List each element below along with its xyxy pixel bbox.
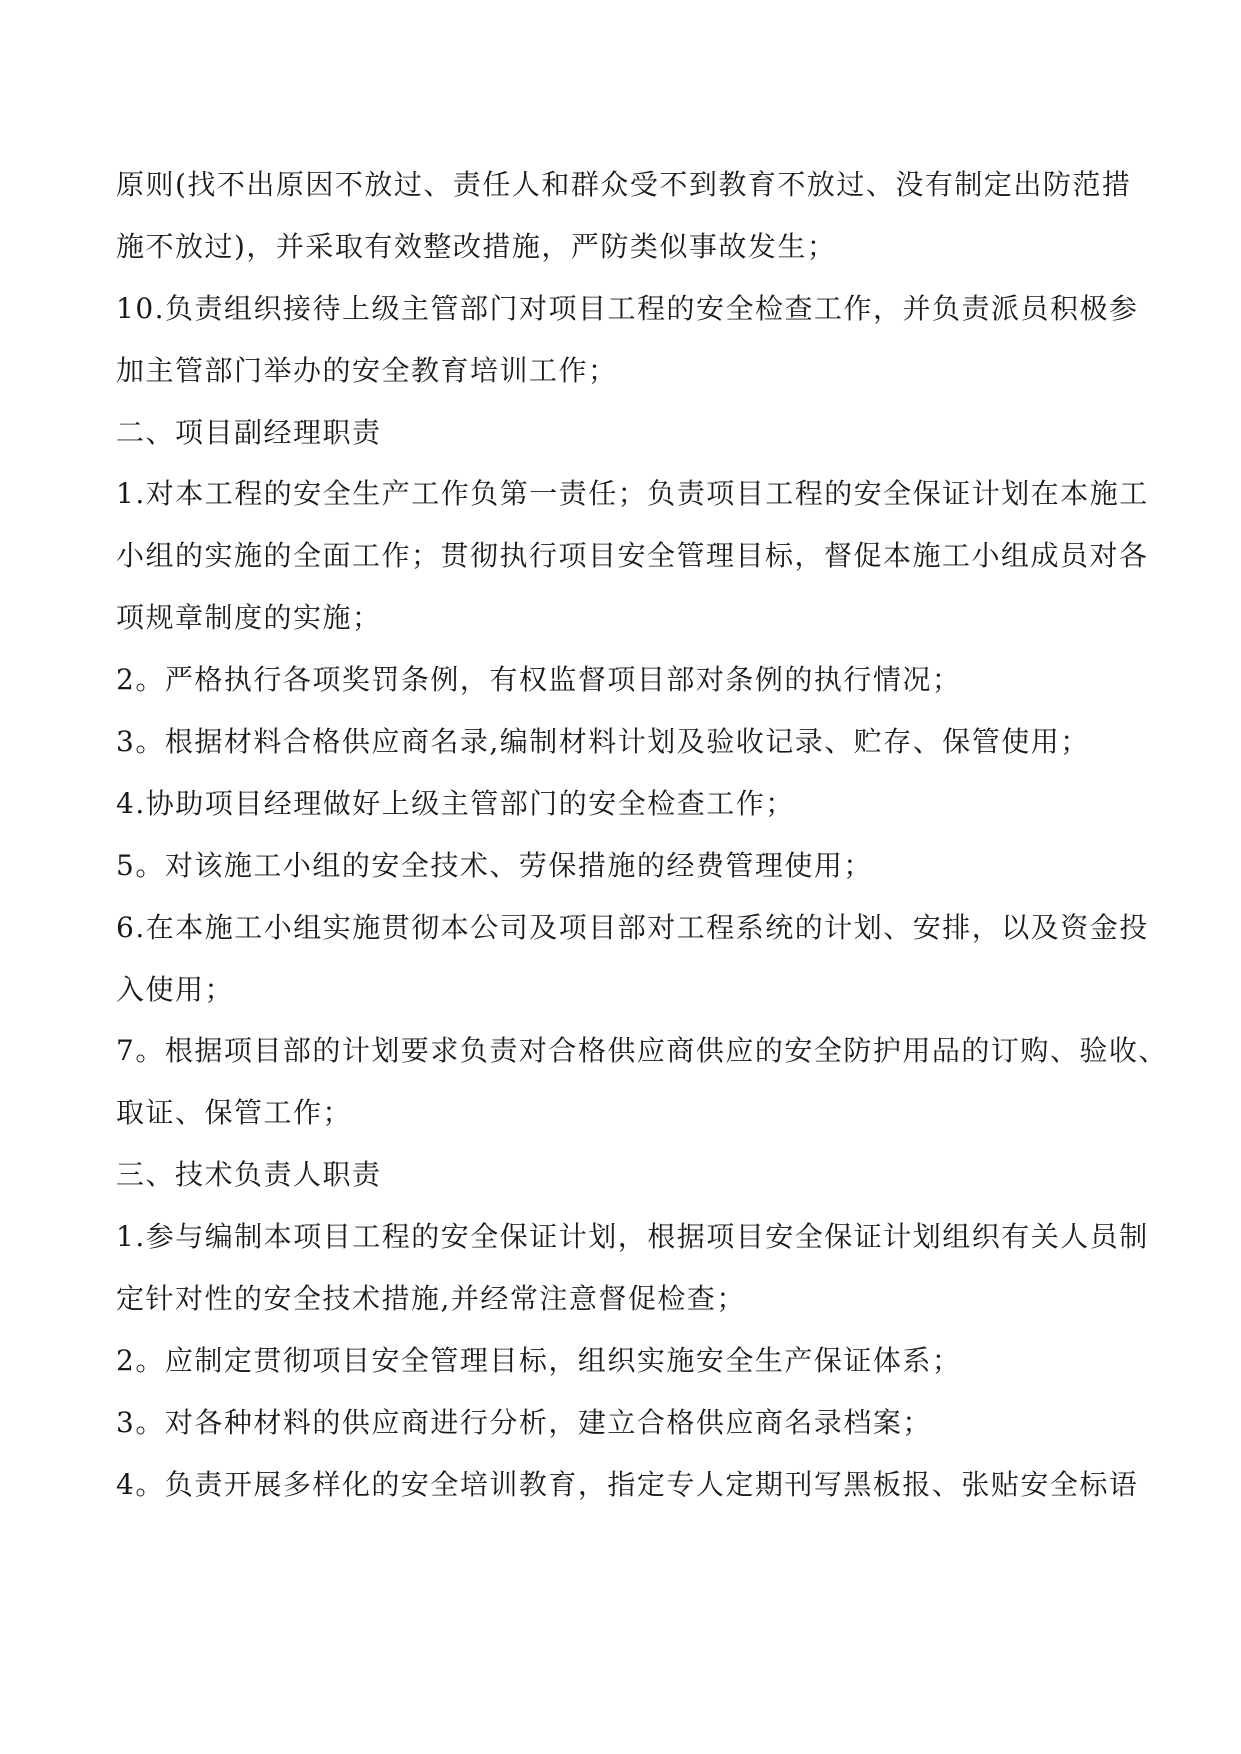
text-line: 6.在本施工小组实施贯彻本公司及项目部对工程系统的计划、安排，以及资金投 — [116, 910, 1149, 944]
text-line: 小组的实施的全面工作；贯彻执行项目安全管理目标，督促本施工小组成员对各 — [116, 539, 1149, 573]
section-heading: 二、项目副经理职责 — [116, 415, 382, 449]
text-line: 3。对各种材料的供应商进行分析，建立合格供应商名录档案； — [116, 1405, 932, 1439]
text-line: 2。严格执行各项奖罚条例，有权监督项目部对条例的执行情况； — [116, 663, 962, 697]
section-heading: 三、技术负责人职责 — [116, 1158, 382, 1192]
document-body — [116, 154, 1168, 1516]
text-line: 取证、保管工作； — [116, 1096, 353, 1130]
text-line: 4。负责开展多样化的安全培训教育，指定专人定期刊写黑板报、张贴安全标语 — [116, 1467, 1139, 1501]
text-line: 加主管部门举办的安全教育培训工作； — [116, 353, 618, 387]
text-line: 4.协助项目经理做好上级主管部门的安全检查工作； — [116, 786, 795, 820]
text-line: 5。对该施工小组的安全技术、劳保措施的经费管理使用； — [116, 848, 873, 882]
text-line: 入使用； — [116, 972, 235, 1006]
text-line: 1.参与编制本项目工程的安全保证计划，根据项目安全保证计划组织有关人员制 — [116, 1220, 1149, 1254]
text-line: 2。应制定贯彻项目安全管理目标，组织实施安全生产保证体系； — [116, 1343, 962, 1377]
text-line: 7。根据项目部的计划要求负责对合格供应商供应的安全防护用品的订购、验收、 — [116, 1034, 1168, 1068]
text-line: 3。根据材料合格供应商名录,编制材料计划及验收记录、贮存、保管使用； — [116, 725, 1090, 759]
text-line: 1.对本工程的安全生产工作负第一责任；负责项目工程的安全保证计划在本施工 — [116, 477, 1149, 511]
text-line: 施不放过)，并采取有效整改措施，严防类似事故发生； — [116, 229, 837, 263]
text-line: 10.负责组织接待上级主管部门对项目工程的安全检查工作，并负责派员积极参 — [116, 291, 1139, 325]
text-line: 项规章制度的实施； — [116, 601, 382, 635]
text-line: 原则(找不出原因不放过、责任人和群众受不到教育不放过、没有制定出防范措 — [116, 168, 1132, 201]
text-line: 定针对性的安全技术措施,并经常注意督促检查； — [116, 1282, 746, 1316]
